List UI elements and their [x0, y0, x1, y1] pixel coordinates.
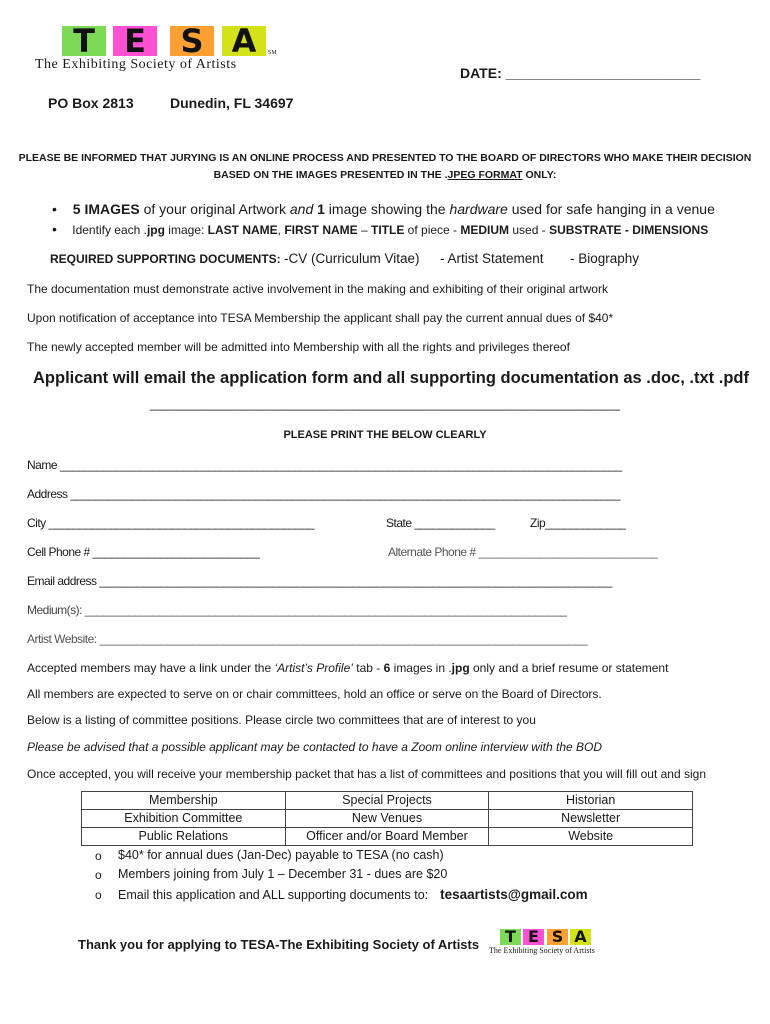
paragraph-dues: Upon notification of acceptance into TESA Membership the applicant shall pay the current annual dues of $40*	[27, 311, 614, 325]
state-field[interactable]: State _____________	[386, 516, 495, 530]
dues-half-year: Members joining from July 1 – December 31 - dues are $20	[118, 867, 448, 881]
committee-cell[interactable]: Membership	[82, 792, 286, 810]
artist-profile-info: Accepted members may have a link under the ‘Artist’s Profile’ tab - 6 images in .jpg only and a brief resume or statement	[27, 661, 669, 675]
zip-field[interactable]: Zip_____________	[530, 516, 626, 530]
supporting-statement: - Artist Statement	[440, 251, 544, 266]
supporting-cv: -CV (Curriculum Vitae)	[284, 251, 420, 266]
thank-you-message: Thank you for applying to TESA-The Exhibiting Society of Artists	[78, 937, 480, 952]
po-box: PO Box 2813	[48, 95, 134, 111]
print-clearly-heading: PLEASE PRINT THE BELOW CLEARLY	[283, 429, 487, 441]
jurying-notice	[0, 152, 770, 181]
committee-cell[interactable]: Special Projects	[285, 792, 489, 810]
paragraph-admission: The newly accepted member will be admitted into Membership with all the rights and privileges thereof	[27, 340, 570, 354]
city-state: Dunedin, FL 34697	[170, 95, 294, 111]
committee-table	[81, 791, 693, 846]
email-instruction: Email this application and ALL supporting documents to: tesaartists@gmail.com	[118, 887, 588, 902]
name-field[interactable]: Name ___________________________________________________________________________________________	[27, 458, 622, 472]
service-mark: SM	[268, 50, 277, 56]
logo-letter-a: A	[222, 26, 266, 56]
bullet-icon: •	[52, 201, 57, 217]
supporting-docs-label: REQUIRED SUPPORTING DOCUMENTS:	[50, 252, 281, 266]
committee-listing-note: Below is a listing of committee positions. Please circle two committees that are of interest to you	[27, 713, 536, 727]
medium-field[interactable]: Medium(s): ______________________________________________________________________________	[27, 603, 567, 617]
logo-letter-e: E	[523, 929, 544, 945]
committee-cell[interactable]: Exhibition Committee	[82, 810, 286, 828]
committee-cell[interactable]: Historian	[489, 792, 693, 810]
committee-cell[interactable]: Newsletter	[489, 810, 693, 828]
artist-website-field[interactable]: Artist Website: _______________________________________________________________________________	[27, 632, 588, 646]
committee-cell[interactable]: Website	[489, 828, 693, 846]
logo-letter-e: E	[113, 26, 157, 56]
logo-letter-s: S	[547, 929, 568, 945]
membership-packet-note: Once accepted, you will receive your membership packet that has a list of committees and positions that you will fill out and sign	[27, 767, 707, 781]
zoom-interview-note: Please be advised that a possible applicant may be contacted to have a Zoom online interview with the BOD	[27, 740, 602, 754]
email-address-field[interactable]: Email address ___________________________________________________________________________________	[27, 574, 612, 588]
committee-cell[interactable]: New Venues	[285, 810, 489, 828]
logo-letter-t: T	[62, 26, 106, 56]
committee-cell[interactable]: Officer and/or Board Member	[285, 828, 489, 846]
notice-line-1: PLEASE BE INFORMED THAT JURYING IS AN ONLINE PROCESS AND PRESENTED TO THE BOARD OF DIRECTORS WHO MAKE THEIR DECISION	[18, 152, 752, 164]
logo-subtitle: The Exhibiting Society of Artists	[489, 946, 595, 955]
jpeg-format-text: JPEG FORMAT	[447, 169, 523, 181]
table-row	[82, 828, 693, 846]
date-field[interactable]: DATE: _________________________	[460, 65, 701, 81]
committee-cell[interactable]: Public Relations	[82, 828, 286, 846]
cell-phone-field[interactable]: Cell Phone # ___________________________	[27, 545, 260, 559]
divider-line: _________________________________________________________________	[150, 396, 620, 411]
table-row	[82, 810, 693, 828]
bullet-icon: •	[52, 221, 57, 237]
committee-expectation: All members are expected to serve on or chair committees, hold an office or serve on the Board of Directors.	[27, 687, 602, 701]
address-field[interactable]: Address _________________________________________________________________________________________	[27, 487, 620, 501]
list-bullet: o	[95, 888, 102, 902]
contact-email-link[interactable]: tesaartists@gmail.com	[440, 887, 588, 902]
requirement-identify: • Identify each .jpg image: LAST NAME, FIRST NAME – TITLE of piece - MEDIUM used - SUBSTRATE - DIMENSIONS	[52, 221, 709, 237]
dues-annual: $40* for annual dues (Jan-Dec) payable to TESA (no cash)	[118, 848, 444, 862]
list-bullet: o	[95, 868, 102, 882]
logo-subtitle: The Exhibiting Society of Artists	[35, 57, 237, 72]
logo-letter-t: T	[500, 929, 521, 945]
logo-letter-a: A	[570, 929, 591, 945]
list-bullet: o	[95, 849, 102, 863]
logo-letter-s: S	[170, 26, 214, 56]
city-field[interactable]: City ___________________________________________	[27, 516, 314, 530]
supporting-biography: - Biography	[570, 251, 640, 266]
alternate-phone-field[interactable]: Alternate Phone # _____________________________	[388, 545, 658, 559]
notice-line-2: BASED ON THE IMAGES PRESENTED IN THE .JPEG FORMAT ONLY:	[213, 169, 557, 181]
paragraph-documentation: The documentation must demonstrate active involvement in the making and exhibiting of their original artwork	[27, 282, 608, 296]
requirement-images: • 5 IMAGES of your original Artwork and 1 image showing the hardware used for safe hanging in a venue	[52, 201, 715, 217]
email-heading: Applicant will email the application form and all supporting documentation as .doc, .txt .pdf	[33, 369, 749, 387]
table-row	[82, 792, 693, 810]
